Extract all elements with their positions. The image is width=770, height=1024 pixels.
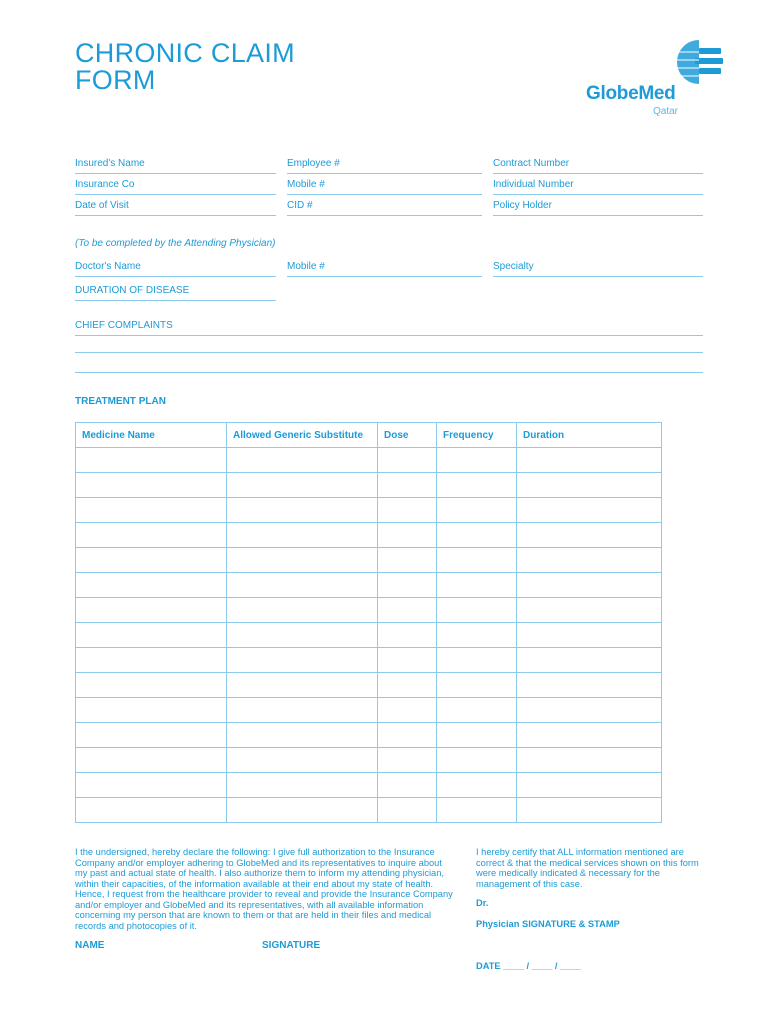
table-cell[interactable] bbox=[76, 673, 227, 698]
table-row bbox=[76, 448, 662, 473]
table-row bbox=[76, 623, 662, 648]
table-row bbox=[76, 523, 662, 548]
table-row bbox=[76, 748, 662, 773]
name-label: NAME bbox=[75, 940, 105, 951]
date-of-visit-field[interactable]: Date of Visit bbox=[75, 200, 276, 216]
table-cell[interactable] bbox=[437, 573, 517, 598]
table-cell[interactable] bbox=[227, 648, 378, 673]
table-cell[interactable] bbox=[227, 498, 378, 523]
table-cell[interactable] bbox=[76, 523, 227, 548]
table-cell[interactable] bbox=[227, 548, 378, 573]
table-row bbox=[76, 798, 662, 823]
table-cell[interactable] bbox=[378, 498, 437, 523]
table-cell[interactable] bbox=[517, 798, 662, 823]
table-header-row bbox=[76, 423, 662, 448]
title-line-2: FORM bbox=[75, 65, 156, 95]
table-cell[interactable] bbox=[76, 773, 227, 798]
table-cell[interactable] bbox=[378, 448, 437, 473]
individual-number-field[interactable]: Individual Number bbox=[493, 179, 703, 195]
table-cell[interactable] bbox=[227, 473, 378, 498]
table-cell[interactable] bbox=[437, 773, 517, 798]
mobile-field[interactable]: Mobile # bbox=[287, 179, 482, 195]
treatment-plan-title: TREATMENT PLAN bbox=[75, 396, 166, 407]
table-cell[interactable] bbox=[378, 748, 437, 773]
table-cell[interactable] bbox=[378, 798, 437, 823]
table-cell[interactable] bbox=[227, 698, 378, 723]
table-row bbox=[76, 648, 662, 673]
table-cell[interactable] bbox=[227, 673, 378, 698]
table-cell[interactable] bbox=[227, 573, 378, 598]
table-cell[interactable] bbox=[76, 473, 227, 498]
duration-of-disease-field[interactable]: DURATION OF DISEASE bbox=[75, 285, 276, 301]
table-cell[interactable] bbox=[517, 598, 662, 623]
cid-field[interactable]: CID # bbox=[287, 200, 482, 216]
table-cell[interactable] bbox=[378, 673, 437, 698]
table-cell[interactable] bbox=[378, 548, 437, 573]
chief-complaints-line-2[interactable] bbox=[75, 352, 703, 353]
table-cell[interactable] bbox=[437, 548, 517, 573]
physician-signature-stamp-label: Physician SIGNATURE & STAMP bbox=[476, 919, 620, 929]
table-cell[interactable] bbox=[227, 523, 378, 548]
table-cell[interactable] bbox=[76, 548, 227, 573]
table-cell[interactable] bbox=[378, 773, 437, 798]
globemed-logo-icon bbox=[675, 38, 725, 88]
table-cell[interactable] bbox=[227, 448, 378, 473]
table-cell[interactable] bbox=[378, 573, 437, 598]
brand-sub: Qatar bbox=[653, 106, 679, 117]
chief-complaints-field[interactable]: CHIEF COMPLAINTS bbox=[75, 320, 703, 336]
table-cell[interactable] bbox=[76, 448, 227, 473]
date-label[interactable]: DATE ____ / ____ / ____ bbox=[476, 961, 581, 971]
table-cell[interactable] bbox=[378, 623, 437, 648]
dr-label: Dr. bbox=[476, 898, 489, 908]
contract-number-field[interactable]: Contract Number bbox=[493, 158, 703, 174]
table-cell[interactable] bbox=[76, 698, 227, 723]
table-cell[interactable] bbox=[76, 748, 227, 773]
table-cell[interactable] bbox=[517, 773, 662, 798]
doctors-name-field[interactable]: Doctor's Name bbox=[75, 261, 276, 277]
table-row bbox=[76, 673, 662, 698]
column-generic-substitute: Allowed Generic Substitute bbox=[227, 423, 378, 448]
signature-label: SIGNATURE bbox=[262, 940, 321, 951]
table-cell[interactable] bbox=[437, 598, 517, 623]
specialty-field[interactable]: Specialty bbox=[493, 261, 703, 277]
table-cell[interactable] bbox=[517, 623, 662, 648]
table-cell[interactable] bbox=[437, 698, 517, 723]
table-cell[interactable] bbox=[76, 723, 227, 748]
table-row bbox=[76, 773, 662, 798]
table-row bbox=[76, 573, 662, 598]
patient-declaration: I the undersigned, hereby declare the following: I give full authorization to the Insurance Company and/or employer adhering to GlobeMed and its representatives to inquire about my past and actual state of health. I also authorize them to inform my attending physician, within their capacities, of the information available at their end about my state of health. Hence, I request from the healthcare provider to reveal and provide the Insurance Company and/or employer and GlobeMed and its representatives, with all available information concerning my person that are known to them or that are held in their files and medical records and photocopies of it. bbox=[75, 847, 453, 931]
table-cell[interactable] bbox=[517, 648, 662, 673]
table-cell[interactable] bbox=[378, 648, 437, 673]
table-cell[interactable] bbox=[437, 498, 517, 523]
policy-holder-field[interactable]: Policy Holder bbox=[493, 200, 703, 216]
table-cell[interactable] bbox=[378, 523, 437, 548]
table-cell[interactable] bbox=[517, 448, 662, 473]
table-row bbox=[76, 473, 662, 498]
table-row bbox=[76, 548, 662, 573]
table-cell[interactable] bbox=[437, 523, 517, 548]
table-cell[interactable] bbox=[378, 598, 437, 623]
table-cell[interactable] bbox=[517, 473, 662, 498]
table-cell[interactable] bbox=[76, 623, 227, 648]
table-cell[interactable] bbox=[378, 723, 437, 748]
column-duration: Duration bbox=[517, 423, 662, 448]
table-cell[interactable] bbox=[517, 673, 662, 698]
table-cell[interactable] bbox=[437, 648, 517, 673]
column-dose: Dose bbox=[378, 423, 437, 448]
table-cell[interactable] bbox=[437, 473, 517, 498]
table-cell[interactable] bbox=[517, 498, 662, 523]
table-cell[interactable] bbox=[437, 723, 517, 748]
table-cell[interactable] bbox=[227, 748, 378, 773]
form-title bbox=[75, 40, 295, 94]
brand-name: GlobeMed bbox=[586, 83, 676, 104]
table-cell[interactable] bbox=[76, 648, 227, 673]
table-cell[interactable] bbox=[517, 523, 662, 548]
table-cell[interactable] bbox=[227, 623, 378, 648]
table-cell[interactable] bbox=[517, 748, 662, 773]
table-cell[interactable] bbox=[517, 548, 662, 573]
doctor-mobile-field[interactable]: Mobile # bbox=[287, 261, 482, 277]
physician-certification: I hereby certify that ALL information mentioned are correct & that the medical services shown on this form were medically indicated & necessary for the management of this case. bbox=[476, 847, 699, 889]
table-row bbox=[76, 723, 662, 748]
table-cell[interactable] bbox=[227, 773, 378, 798]
column-frequency: Frequency bbox=[437, 423, 517, 448]
table-cell[interactable] bbox=[437, 448, 517, 473]
table-cell[interactable] bbox=[437, 748, 517, 773]
table-cell[interactable] bbox=[227, 798, 378, 823]
treatment-plan-table bbox=[75, 422, 662, 823]
table-row bbox=[76, 598, 662, 623]
table-cell[interactable] bbox=[76, 598, 227, 623]
table-cell[interactable] bbox=[437, 673, 517, 698]
table-row bbox=[76, 698, 662, 723]
table-cell[interactable] bbox=[437, 798, 517, 823]
physician-note: (To be completed by the Attending Physician) bbox=[75, 238, 276, 249]
table-cell[interactable] bbox=[76, 498, 227, 523]
employee-number-field[interactable]: Employee # bbox=[287, 158, 482, 174]
title-line-1: CHRONIC CLAIM bbox=[75, 38, 295, 68]
column-medicine-name: Medicine Name bbox=[76, 423, 227, 448]
table-cell[interactable] bbox=[378, 698, 437, 723]
table-cell[interactable] bbox=[76, 798, 227, 823]
table-cell[interactable] bbox=[517, 698, 662, 723]
table-cell[interactable] bbox=[378, 473, 437, 498]
table-cell[interactable] bbox=[517, 723, 662, 748]
table-cell[interactable] bbox=[517, 573, 662, 598]
insureds-name-field[interactable]: Insured's Name bbox=[75, 158, 276, 174]
table-cell[interactable] bbox=[227, 598, 378, 623]
insurance-co-field[interactable]: Insurance Co bbox=[75, 179, 276, 195]
table-cell[interactable] bbox=[437, 623, 517, 648]
chief-complaints-line-3[interactable] bbox=[75, 372, 703, 373]
table-cell[interactable] bbox=[227, 723, 378, 748]
table-row bbox=[76, 498, 662, 523]
table-cell[interactable] bbox=[76, 573, 227, 598]
